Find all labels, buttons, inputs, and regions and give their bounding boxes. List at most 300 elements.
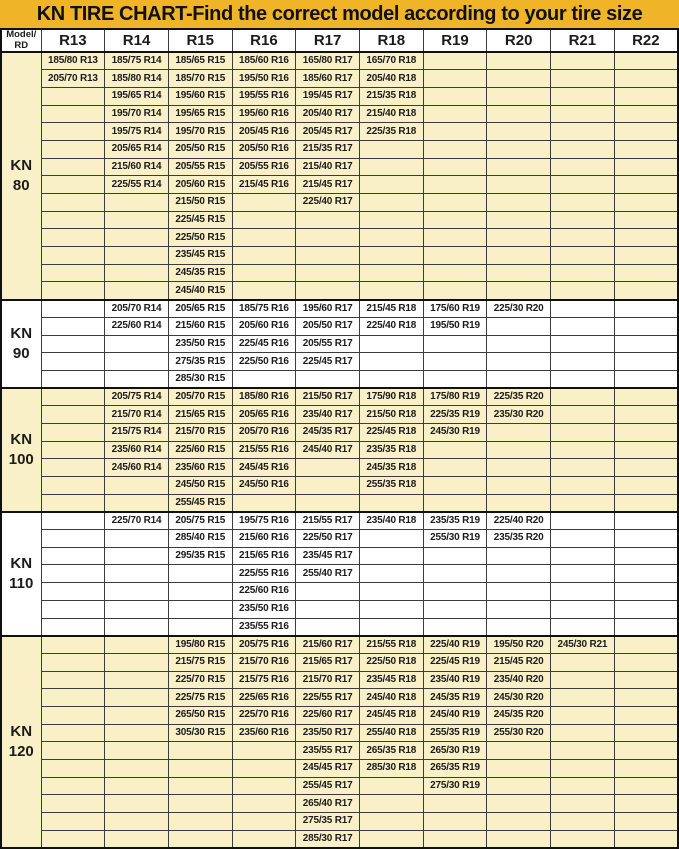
empty-cell [105, 247, 169, 265]
tire-size-cell: 205/60 R15 [168, 176, 232, 194]
tire-size-cell: 225/70 R16 [232, 706, 296, 724]
empty-cell [614, 530, 678, 548]
tire-size-cell: 215/75 R16 [232, 671, 296, 689]
header-col-r16: R16 [232, 29, 296, 52]
empty-cell [296, 600, 360, 618]
tire-size-cell: 235/35 R19 [423, 512, 487, 530]
empty-cell [359, 618, 423, 636]
table-row [1, 158, 678, 176]
empty-cell [614, 300, 678, 318]
empty-cell [614, 317, 678, 335]
table-row [1, 512, 678, 530]
tire-size-cell: 205/55 R15 [168, 158, 232, 176]
tire-size-cell: 215/45 R16 [232, 176, 296, 194]
empty-cell [232, 795, 296, 813]
empty-cell [423, 830, 487, 848]
empty-cell [359, 353, 423, 371]
empty-cell [551, 512, 615, 530]
tire-size-cell: 235/60 R16 [232, 724, 296, 742]
tire-size-cell: 185/60 R17 [296, 70, 360, 88]
model-label-line: 110 [9, 574, 34, 592]
empty-cell [41, 813, 105, 831]
tire-size-cell: 215/50 R15 [168, 194, 232, 212]
empty-cell [168, 795, 232, 813]
tire-size-cell: 245/45 R17 [296, 760, 360, 778]
tire-size-cell: 215/70 R14 [105, 406, 169, 424]
tire-size-cell: 235/35 R20 [487, 530, 551, 548]
table-row [1, 565, 678, 583]
table-row [1, 813, 678, 831]
empty-cell [105, 706, 169, 724]
empty-cell [487, 565, 551, 583]
tire-size-cell: 255/45 R17 [296, 777, 360, 795]
empty-cell [232, 370, 296, 388]
table-row [1, 406, 678, 424]
empty-cell [423, 87, 487, 105]
empty-cell [105, 795, 169, 813]
empty-cell [41, 264, 105, 282]
empty-cell [551, 494, 615, 512]
empty-cell [296, 477, 360, 495]
empty-cell [551, 388, 615, 406]
empty-cell [487, 282, 551, 300]
tire-size-cell: 245/35 R15 [168, 264, 232, 282]
empty-cell [423, 140, 487, 158]
empty-cell [551, 282, 615, 300]
empty-cell [168, 583, 232, 601]
empty-cell [614, 742, 678, 760]
tire-size-cell: 225/45 R18 [359, 423, 423, 441]
empty-cell [232, 742, 296, 760]
empty-cell [359, 565, 423, 583]
tire-size-cell: 225/40 R17 [296, 194, 360, 212]
table-row [1, 140, 678, 158]
table-row [1, 653, 678, 671]
empty-cell [296, 264, 360, 282]
tire-size-cell: 185/60 R16 [232, 52, 296, 70]
table-row [1, 441, 678, 459]
empty-cell [551, 52, 615, 70]
empty-cell [41, 335, 105, 353]
empty-cell [41, 565, 105, 583]
empty-cell [423, 477, 487, 495]
tire-size-table [0, 28, 679, 849]
tire-size-cell: 215/65 R15 [168, 406, 232, 424]
empty-cell [551, 140, 615, 158]
empty-cell [614, 760, 678, 778]
tire-size-cell: 255/45 R15 [168, 494, 232, 512]
empty-cell [41, 211, 105, 229]
tire-size-cell: 195/75 R16 [232, 512, 296, 530]
empty-cell [41, 441, 105, 459]
table-row [1, 335, 678, 353]
empty-cell [105, 830, 169, 848]
empty-cell [614, 140, 678, 158]
empty-cell [614, 653, 678, 671]
empty-cell [41, 158, 105, 176]
table-row [1, 724, 678, 742]
tire-size-cell: 225/50 R16 [232, 353, 296, 371]
empty-cell [232, 830, 296, 848]
empty-cell [41, 194, 105, 212]
tire-size-cell: 225/75 R15 [168, 689, 232, 707]
empty-cell [359, 211, 423, 229]
tire-size-cell: 185/75 R16 [232, 300, 296, 318]
empty-cell [614, 600, 678, 618]
empty-cell [614, 105, 678, 123]
empty-cell [41, 795, 105, 813]
tire-size-cell: 205/55 R16 [232, 158, 296, 176]
title-bar [0, 0, 679, 28]
empty-cell [359, 176, 423, 194]
tire-size-cell: 265/35 R19 [423, 760, 487, 778]
empty-cell [551, 618, 615, 636]
tire-size-cell: 215/55 R18 [359, 636, 423, 654]
table-row [1, 388, 678, 406]
empty-cell [41, 370, 105, 388]
empty-cell [359, 777, 423, 795]
model-rd-header [1, 29, 41, 52]
empty-cell [551, 406, 615, 424]
tire-size-cell: 205/70 R15 [168, 388, 232, 406]
model-label-line: 80 [12, 176, 30, 194]
empty-cell [551, 194, 615, 212]
table-row [1, 547, 678, 565]
tire-size-cell: 225/70 R14 [105, 512, 169, 530]
empty-cell [614, 441, 678, 459]
empty-cell [487, 760, 551, 778]
empty-cell [168, 618, 232, 636]
table-row [1, 830, 678, 848]
tire-size-cell: 265/30 R19 [423, 742, 487, 760]
empty-cell [359, 335, 423, 353]
empty-cell [487, 813, 551, 831]
tire-size-cell: 195/80 R15 [168, 636, 232, 654]
empty-cell [614, 830, 678, 848]
tire-size-cell: 165/70 R18 [359, 52, 423, 70]
empty-cell [423, 123, 487, 141]
empty-cell [105, 194, 169, 212]
tire-size-cell: 235/35 R18 [359, 441, 423, 459]
empty-cell [423, 70, 487, 88]
tire-size-cell: 225/50 R15 [168, 229, 232, 247]
tire-size-cell: 215/65 R17 [296, 653, 360, 671]
table-row [1, 477, 678, 495]
empty-cell [487, 423, 551, 441]
empty-cell [105, 229, 169, 247]
empty-cell [614, 406, 678, 424]
tire-size-cell: 215/35 R18 [359, 87, 423, 105]
tire-size-cell: 235/50 R17 [296, 724, 360, 742]
empty-cell [232, 247, 296, 265]
empty-cell [105, 760, 169, 778]
empty-cell [296, 211, 360, 229]
empty-cell [359, 830, 423, 848]
empty-cell [614, 52, 678, 70]
empty-cell [487, 600, 551, 618]
empty-cell [359, 547, 423, 565]
tire-size-cell: 245/35 R17 [296, 423, 360, 441]
tire-size-cell: 215/70 R15 [168, 423, 232, 441]
tire-size-cell: 195/70 R14 [105, 105, 169, 123]
tire-size-cell: 225/35 R18 [359, 123, 423, 141]
tire-size-cell: 245/40 R17 [296, 441, 360, 459]
table-row [1, 353, 678, 371]
table-row [1, 211, 678, 229]
empty-cell [41, 547, 105, 565]
table-row [1, 70, 678, 88]
empty-cell [551, 123, 615, 141]
empty-cell [41, 406, 105, 424]
empty-cell [487, 70, 551, 88]
empty-cell [551, 317, 615, 335]
empty-cell [423, 494, 487, 512]
tire-size-cell: 245/30 R21 [551, 636, 615, 654]
empty-cell [105, 335, 169, 353]
tire-size-cell: 235/45 R15 [168, 247, 232, 265]
empty-cell [487, 795, 551, 813]
empty-cell [105, 742, 169, 760]
tire-size-cell: 245/30 R19 [423, 423, 487, 441]
tire-size-cell: 255/40 R18 [359, 724, 423, 742]
empty-cell [614, 194, 678, 212]
tire-size-cell: 175/90 R18 [359, 388, 423, 406]
empty-cell [551, 565, 615, 583]
tire-size-cell: 235/60 R15 [168, 459, 232, 477]
tire-table-body [1, 52, 678, 848]
tire-size-cell: 235/60 R14 [105, 441, 169, 459]
tire-size-cell: 245/40 R18 [359, 689, 423, 707]
table-row [1, 194, 678, 212]
empty-cell [359, 264, 423, 282]
empty-cell [232, 282, 296, 300]
tire-size-cell: 225/40 R20 [487, 512, 551, 530]
tire-size-cell: 245/35 R19 [423, 689, 487, 707]
tire-size-cell: 185/80 R16 [232, 388, 296, 406]
table-row [1, 795, 678, 813]
tire-size-cell: 205/70 R13 [41, 70, 105, 88]
empty-cell [487, 229, 551, 247]
tire-size-cell: 205/50 R17 [296, 317, 360, 335]
empty-cell [614, 229, 678, 247]
empty-cell [41, 176, 105, 194]
empty-cell [168, 777, 232, 795]
empty-cell [105, 777, 169, 795]
empty-cell [551, 70, 615, 88]
table-row [1, 583, 678, 601]
header-col-r19: R19 [423, 29, 487, 52]
tire-size-cell: 205/50 R15 [168, 140, 232, 158]
empty-cell [551, 583, 615, 601]
empty-cell [487, 123, 551, 141]
empty-cell [551, 441, 615, 459]
empty-cell [105, 477, 169, 495]
tire-size-cell: 215/40 R17 [296, 158, 360, 176]
empty-cell [232, 494, 296, 512]
empty-cell [105, 211, 169, 229]
page-title: KN TIRE CHART-Find the correct model according to your tire size [36, 2, 643, 25]
table-header [1, 29, 678, 52]
empty-cell [105, 636, 169, 654]
empty-cell [614, 724, 678, 742]
empty-cell [551, 706, 615, 724]
tire-size-cell: 305/30 R15 [168, 724, 232, 742]
tire-size-cell: 215/75 R15 [168, 653, 232, 671]
empty-cell [105, 547, 169, 565]
empty-cell [423, 282, 487, 300]
empty-cell [296, 229, 360, 247]
empty-cell [614, 583, 678, 601]
empty-cell [423, 618, 487, 636]
tire-size-cell: 215/45 R18 [359, 300, 423, 318]
model-label-line: KN [10, 554, 33, 572]
empty-cell [423, 565, 487, 583]
empty-cell [487, 194, 551, 212]
empty-cell [551, 689, 615, 707]
tire-size-cell: 235/50 R15 [168, 335, 232, 353]
empty-cell [551, 547, 615, 565]
model-label-line: KN [10, 156, 33, 174]
table-row [1, 777, 678, 795]
empty-cell [105, 618, 169, 636]
empty-cell [614, 87, 678, 105]
empty-cell [551, 353, 615, 371]
empty-cell [41, 742, 105, 760]
empty-cell [232, 777, 296, 795]
empty-cell [296, 618, 360, 636]
model-label-line: 100 [8, 450, 34, 468]
empty-cell [551, 211, 615, 229]
empty-cell [487, 494, 551, 512]
table-row [1, 459, 678, 477]
model-label-line: 90 [12, 344, 30, 362]
tire-size-cell: 235/55 R16 [232, 618, 296, 636]
tire-size-cell: 215/60 R15 [168, 317, 232, 335]
empty-cell [359, 140, 423, 158]
model-rd-header-line2: RD [14, 39, 29, 51]
tire-size-cell: 235/40 R18 [359, 512, 423, 530]
empty-cell [614, 211, 678, 229]
empty-cell [296, 282, 360, 300]
empty-cell [41, 140, 105, 158]
empty-cell [232, 211, 296, 229]
empty-cell [551, 264, 615, 282]
empty-cell [487, 52, 551, 70]
empty-cell [551, 229, 615, 247]
empty-cell [614, 618, 678, 636]
empty-cell [551, 724, 615, 742]
table-row [1, 530, 678, 548]
tire-size-cell: 255/35 R19 [423, 724, 487, 742]
tire-size-cell: 225/45 R19 [423, 653, 487, 671]
tire-size-cell: 195/45 R17 [296, 87, 360, 105]
empty-cell [551, 335, 615, 353]
tire-size-cell: 225/60 R14 [105, 317, 169, 335]
tire-size-cell: 245/60 R14 [105, 459, 169, 477]
tire-size-cell: 215/40 R18 [359, 105, 423, 123]
empty-cell [487, 370, 551, 388]
empty-cell [487, 317, 551, 335]
tire-size-cell: 215/55 R16 [232, 441, 296, 459]
empty-cell [551, 423, 615, 441]
empty-cell [551, 176, 615, 194]
empty-cell [41, 388, 105, 406]
tire-size-cell: 275/35 R17 [296, 813, 360, 831]
empty-cell [423, 335, 487, 353]
tire-size-cell: 195/70 R15 [168, 123, 232, 141]
tire-size-cell: 235/55 R17 [296, 742, 360, 760]
empty-cell [105, 671, 169, 689]
table-row [1, 87, 678, 105]
empty-cell [614, 813, 678, 831]
tire-size-cell: 245/35 R18 [359, 459, 423, 477]
table-row [1, 671, 678, 689]
tire-size-cell: 205/65 R15 [168, 300, 232, 318]
model-cell-kn-100 [1, 388, 41, 512]
empty-cell [168, 600, 232, 618]
empty-cell [423, 105, 487, 123]
empty-cell [168, 742, 232, 760]
empty-cell [296, 583, 360, 601]
table-row [1, 370, 678, 388]
tire-size-cell: 275/35 R15 [168, 353, 232, 371]
empty-cell [41, 600, 105, 618]
empty-cell [487, 547, 551, 565]
empty-cell [614, 335, 678, 353]
model-rd-header-line1: Model/ [6, 29, 37, 41]
model-cell-kn-110 [1, 512, 41, 636]
tire-size-cell: 215/50 R17 [296, 388, 360, 406]
tire-size-cell: 255/35 R18 [359, 477, 423, 495]
empty-cell [614, 706, 678, 724]
tire-size-cell: 245/30 R20 [487, 689, 551, 707]
tire-size-cell: 235/40 R19 [423, 671, 487, 689]
model-label-line: KN [10, 430, 33, 448]
empty-cell [232, 813, 296, 831]
empty-cell [232, 760, 296, 778]
empty-cell [551, 653, 615, 671]
table-row [1, 317, 678, 335]
empty-cell [551, 459, 615, 477]
empty-cell [551, 477, 615, 495]
model-label-line: KN [10, 722, 33, 740]
empty-cell [232, 264, 296, 282]
empty-cell [487, 583, 551, 601]
tire-size-cell: 165/80 R17 [296, 52, 360, 70]
empty-cell [614, 176, 678, 194]
tire-size-cell: 285/30 R17 [296, 830, 360, 848]
tire-size-cell: 225/60 R17 [296, 706, 360, 724]
empty-cell [614, 671, 678, 689]
empty-cell [423, 52, 487, 70]
empty-cell [423, 459, 487, 477]
tire-size-cell: 225/55 R16 [232, 565, 296, 583]
tire-size-cell: 245/45 R16 [232, 459, 296, 477]
tire-size-cell: 195/60 R16 [232, 105, 296, 123]
empty-cell [614, 123, 678, 141]
empty-cell [423, 353, 487, 371]
empty-cell [105, 370, 169, 388]
empty-cell [423, 229, 487, 247]
empty-cell [487, 105, 551, 123]
empty-cell [41, 760, 105, 778]
empty-cell [105, 530, 169, 548]
tire-size-cell: 225/70 R15 [168, 671, 232, 689]
empty-cell [551, 158, 615, 176]
tire-size-cell: 215/50 R18 [359, 406, 423, 424]
empty-cell [551, 671, 615, 689]
empty-cell [614, 370, 678, 388]
